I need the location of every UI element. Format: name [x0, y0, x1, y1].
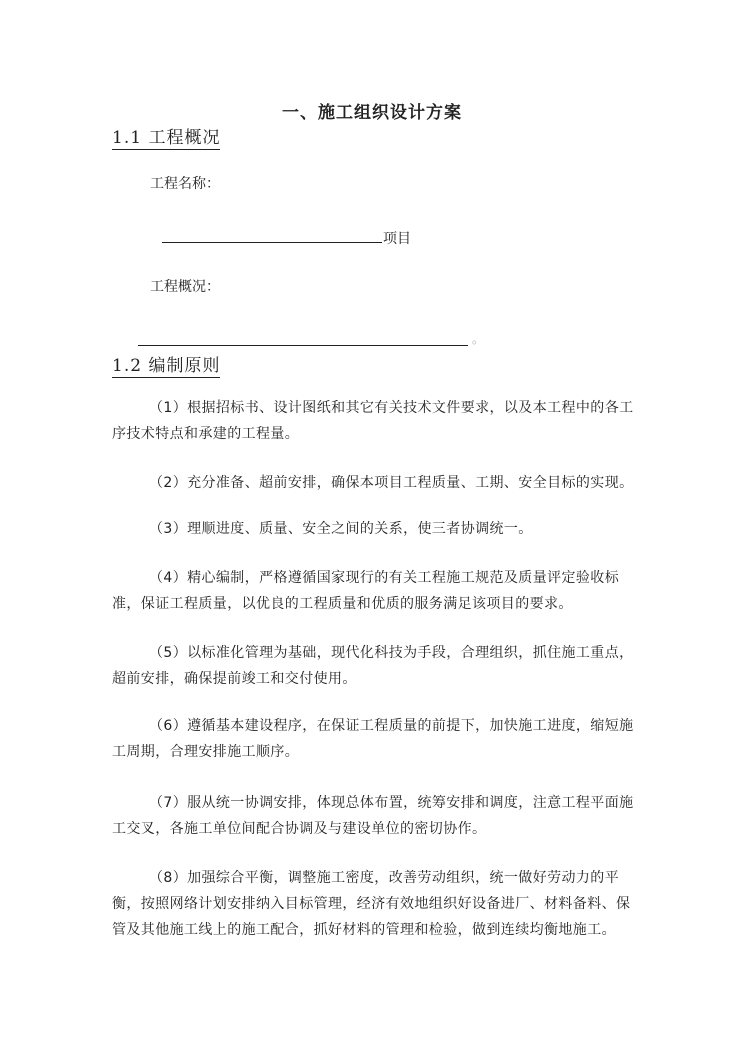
principle-text: （5）以标准化管理为基础，现代化科技为手段，合理组织，抓住施工重点，超前安排，确保提前竣工和交付使用。	[112, 645, 634, 687]
principle-text: （2）充分准备、超前安排，确保本项目工程质量、工期、安全目标的实现。	[149, 475, 634, 491]
project-name-suffix: 项目	[383, 231, 411, 247]
principle-text: （1）根据招标书、设计图纸和其它有关技术文件要求，以及本工程中的各工序技术特点和承建的工程量。	[112, 400, 634, 442]
principle-paragraph	[112, 516, 640, 542]
principle-text: （4）精心编制，严格遵循国家现行的有关工程施工规范及质量评定验收标准，保证工程质量，以优良的工程质量和优质的服务满足该项目的要求。	[112, 570, 620, 612]
principle-paragraph	[112, 865, 640, 943]
document-title: 一、施工组织设计方案	[282, 103, 462, 123]
principle-text: （3）理顺进度、质量、安全之间的关系，使三者协调统一。	[149, 521, 533, 537]
principle-paragraph	[112, 713, 640, 765]
section-heading-overview: 1.1 工程概况	[112, 128, 221, 148]
principle-text: （8）加强综合平衡，调整施工密度，改善劳动组织，统一做好劳动力的平衡，按照网络计划安排纳入目标管理，经济有效地组织好设备进厂、材料备料、保管及其他施工线上的施工配合，抓好材料的管理和检验，做到连续均衡地施工。	[112, 870, 631, 938]
section-heading-principles: 1.2 编制原则	[112, 356, 221, 376]
principle-text: （7）服从统一协调安排，体现总体布置，统筹安排和调度，注意工程平面施工交叉，各施工单位间配合协调及与建设单位的密切协作。	[112, 795, 634, 837]
principle-paragraph	[112, 640, 640, 692]
project-name-blank-line	[162, 242, 382, 243]
principle-text: （6）遵循基本建设程序，在保证工程质量的前提下，加快施工进度，缩短施工周期，合理安排施工顺序。	[112, 718, 634, 760]
project-name-label: 工程名称：	[150, 176, 220, 192]
overview-label: 工程概况：	[150, 279, 220, 295]
principle-paragraph	[112, 565, 640, 617]
principle-paragraph	[112, 470, 640, 496]
overview-blank-line	[138, 345, 468, 346]
principle-paragraph	[112, 395, 640, 447]
overview-end-mark: 。	[472, 332, 485, 346]
principle-paragraph	[112, 790, 640, 842]
